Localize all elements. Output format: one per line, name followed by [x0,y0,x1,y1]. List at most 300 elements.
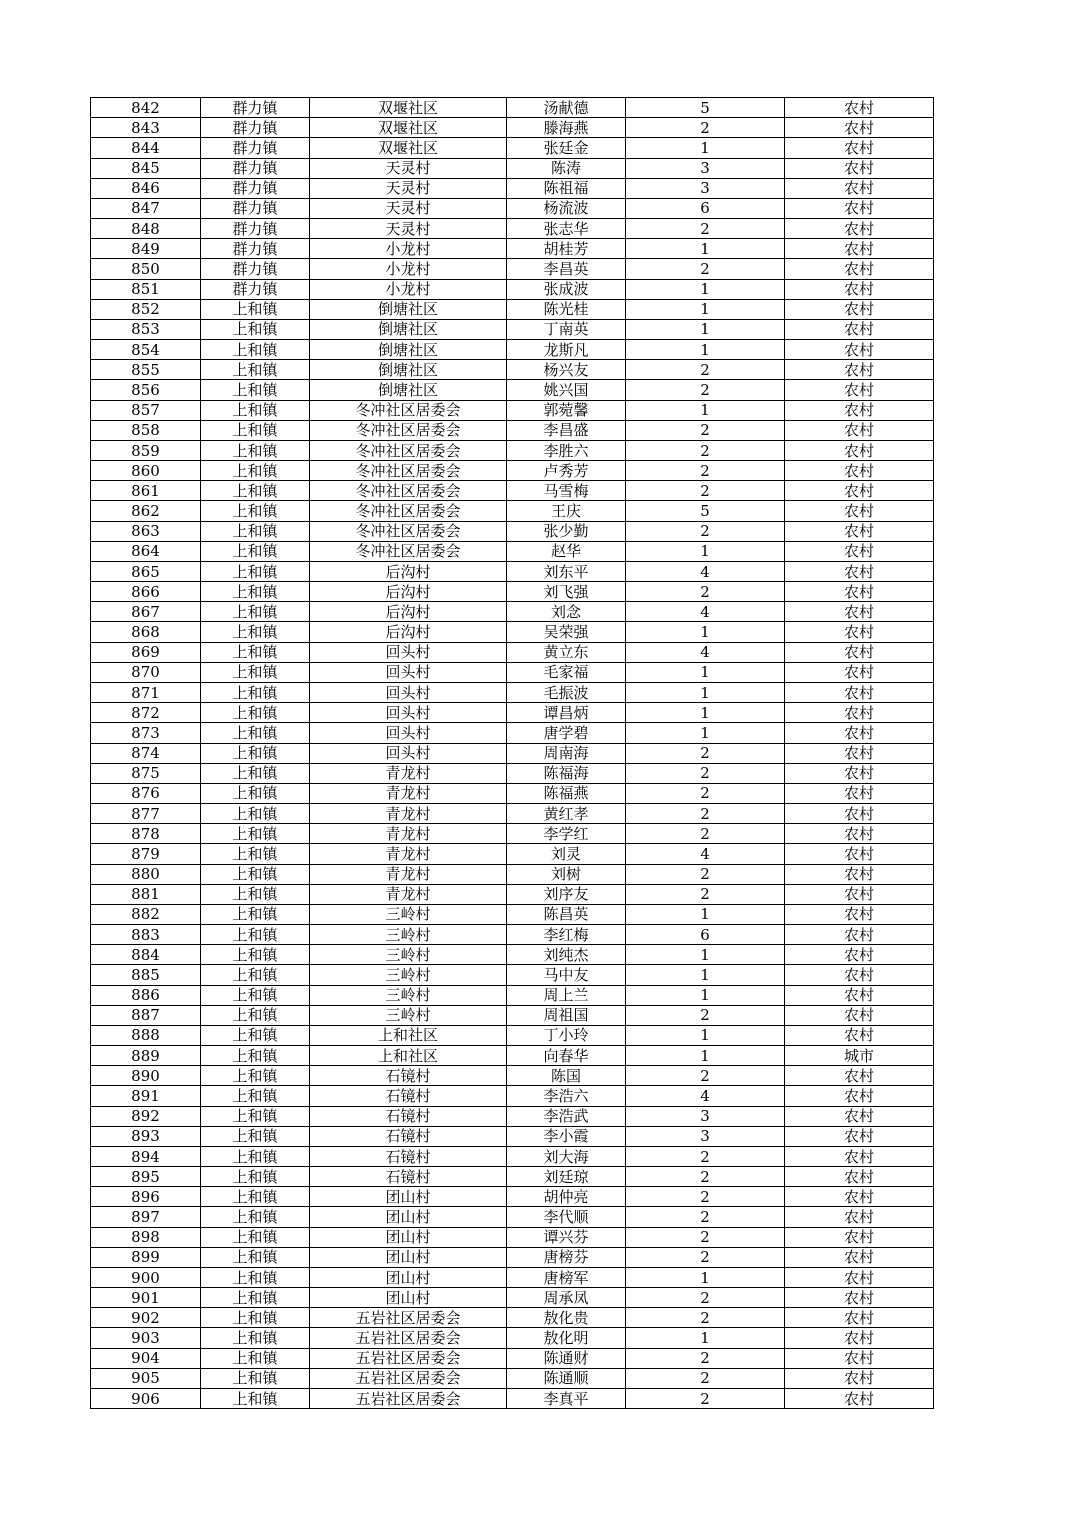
town-cell: 上和镇 [201,400,310,420]
household-size-cell: 2 [626,783,785,803]
community-cell: 五岩社区居委会 [310,1348,507,1368]
table-row [91,340,934,360]
area-type-cell: 农村 [785,400,934,420]
table-row [91,420,934,440]
household-size-cell: 2 [626,884,785,904]
name-cell: 周南海 [507,743,626,763]
name-cell: 王庆 [507,501,626,521]
area-type-cell: 农村 [785,602,934,622]
area-type-cell: 农村 [785,279,934,299]
name-cell: 周承凤 [507,1288,626,1308]
row-number-cell: 846 [91,178,201,198]
row-number-cell: 856 [91,380,201,400]
community-cell: 双堰社区 [310,138,507,158]
area-type-cell: 农村 [785,1328,934,1348]
household-size-cell: 2 [626,259,785,279]
area-type-cell: 农村 [785,561,934,581]
row-number-cell: 895 [91,1167,201,1187]
name-cell: 张廷金 [507,138,626,158]
area-type-cell: 农村 [785,743,934,763]
name-cell: 郭菀馨 [507,400,626,420]
town-cell: 群力镇 [201,259,310,279]
community-cell: 石镜村 [310,1167,507,1187]
household-size-cell: 1 [626,319,785,339]
row-number-cell: 887 [91,1005,201,1025]
table-row [91,501,934,521]
household-size-cell: 2 [626,1146,785,1166]
town-cell: 上和镇 [201,844,310,864]
household-size-cell: 2 [626,461,785,481]
name-cell: 周上兰 [507,985,626,1005]
name-cell: 唐榜军 [507,1267,626,1287]
household-size-cell: 1 [626,965,785,985]
table-row [91,541,934,561]
household-size-cell: 2 [626,380,785,400]
community-cell: 天灵村 [310,158,507,178]
table-row [91,1086,934,1106]
town-cell: 群力镇 [201,138,310,158]
name-cell: 李代顺 [507,1207,626,1227]
name-cell: 马中友 [507,965,626,985]
table-row [91,1126,934,1146]
name-cell: 陈国 [507,1066,626,1086]
row-number-cell: 852 [91,299,201,319]
row-number-cell: 862 [91,501,201,521]
row-number-cell: 897 [91,1207,201,1227]
household-size-cell: 1 [626,1025,785,1045]
row-number-cell: 847 [91,198,201,218]
household-size-cell: 2 [626,763,785,783]
town-cell: 上和镇 [201,1227,310,1247]
name-cell: 黄红孝 [507,804,626,824]
table-row [91,1066,934,1086]
area-type-cell: 农村 [785,541,934,561]
name-cell: 丁小玲 [507,1025,626,1045]
row-number-cell: 870 [91,662,201,682]
community-cell: 五岩社区居委会 [310,1389,507,1409]
name-cell: 唐学碧 [507,723,626,743]
town-cell: 群力镇 [201,219,310,239]
row-number-cell: 884 [91,945,201,965]
row-number-cell: 874 [91,743,201,763]
community-cell: 冬冲社区居委会 [310,400,507,420]
area-type-cell: 农村 [785,138,934,158]
row-number-cell: 903 [91,1328,201,1348]
name-cell: 刘东平 [507,561,626,581]
row-number-cell: 871 [91,682,201,702]
household-size-cell: 4 [626,1086,785,1106]
community-cell: 五岩社区居委会 [310,1308,507,1328]
row-number-cell: 851 [91,279,201,299]
name-cell: 敖化贵 [507,1308,626,1328]
community-cell: 回头村 [310,743,507,763]
town-cell: 上和镇 [201,1146,310,1166]
row-number-cell: 904 [91,1348,201,1368]
area-type-cell: 农村 [785,98,934,118]
area-type-cell: 农村 [785,904,934,924]
area-type-cell: 农村 [785,662,934,682]
area-type-cell: 农村 [785,723,934,743]
area-type-cell: 农村 [785,925,934,945]
household-size-cell: 2 [626,420,785,440]
name-cell: 刘念 [507,602,626,622]
household-size-cell: 2 [626,1308,785,1328]
community-cell: 小龙村 [310,239,507,259]
town-cell: 上和镇 [201,602,310,622]
row-number-cell: 905 [91,1368,201,1388]
name-cell: 毛振波 [507,682,626,702]
household-size-cell: 3 [626,178,785,198]
name-cell: 刘廷琼 [507,1167,626,1187]
area-type-cell: 农村 [785,1086,934,1106]
area-type-cell: 农村 [785,1207,934,1227]
table-row [91,219,934,239]
table-row [91,198,934,218]
name-cell: 敖化明 [507,1328,626,1348]
area-type-cell: 农村 [785,763,934,783]
name-cell: 李小霞 [507,1126,626,1146]
name-cell: 陈福海 [507,763,626,783]
row-number-cell: 858 [91,420,201,440]
household-size-cell: 2 [626,1227,785,1247]
community-cell: 三岭村 [310,945,507,965]
town-cell: 群力镇 [201,198,310,218]
name-cell: 马雪梅 [507,481,626,501]
household-size-cell: 4 [626,602,785,622]
table-row [91,723,934,743]
household-size-cell: 2 [626,1207,785,1227]
household-size-cell: 2 [626,521,785,541]
table-row [91,1187,934,1207]
row-number-cell: 865 [91,561,201,581]
table-row [91,178,934,198]
table-row [91,1328,934,1348]
community-cell: 小龙村 [310,259,507,279]
area-type-cell: 农村 [785,1066,934,1086]
community-cell: 石镜村 [310,1146,507,1166]
area-type-cell: 农村 [785,118,934,138]
table-row [91,440,934,460]
community-cell: 小龙村 [310,279,507,299]
table-row [91,319,934,339]
household-size-cell: 2 [626,481,785,501]
household-size-cell: 1 [626,1046,785,1066]
row-number-cell: 848 [91,219,201,239]
town-cell: 上和镇 [201,703,310,723]
household-size-cell: 1 [626,541,785,561]
table-row [91,1025,934,1045]
community-cell: 青龙村 [310,824,507,844]
community-cell: 青龙村 [310,884,507,904]
row-number-cell: 868 [91,622,201,642]
area-type-cell: 农村 [785,420,934,440]
town-cell: 上和镇 [201,783,310,803]
town-cell: 上和镇 [201,299,310,319]
household-size-cell: 4 [626,642,785,662]
household-size-cell: 2 [626,743,785,763]
household-size-cell: 5 [626,501,785,521]
row-number-cell: 896 [91,1187,201,1207]
town-cell: 上和镇 [201,541,310,561]
table-row [91,1348,934,1368]
area-type-cell: 农村 [785,1146,934,1166]
row-number-cell: 855 [91,360,201,380]
community-cell: 青龙村 [310,783,507,803]
name-cell: 李真平 [507,1389,626,1409]
town-cell: 群力镇 [201,158,310,178]
town-cell: 上和镇 [201,723,310,743]
household-size-cell: 1 [626,904,785,924]
area-type-cell: 农村 [785,1227,934,1247]
town-cell: 上和镇 [201,461,310,481]
area-type-cell: 农村 [785,198,934,218]
row-number-cell: 886 [91,985,201,1005]
table-row [91,98,934,118]
community-cell: 后沟村 [310,561,507,581]
community-cell: 青龙村 [310,844,507,864]
area-type-cell: 农村 [785,178,934,198]
town-cell: 上和镇 [201,804,310,824]
town-cell: 上和镇 [201,1086,310,1106]
row-number-cell: 898 [91,1227,201,1247]
row-number-cell: 902 [91,1308,201,1328]
town-cell: 上和镇 [201,360,310,380]
name-cell: 杨流波 [507,198,626,218]
area-type-cell: 农村 [785,340,934,360]
community-cell: 石镜村 [310,1106,507,1126]
area-type-cell: 农村 [785,259,934,279]
row-number-cell: 900 [91,1267,201,1287]
town-cell: 上和镇 [201,884,310,904]
community-cell: 冬冲社区居委会 [310,440,507,460]
town-cell: 上和镇 [201,864,310,884]
area-type-cell: 农村 [785,1267,934,1287]
community-cell: 倒塘社区 [310,299,507,319]
town-cell: 上和镇 [201,340,310,360]
town-cell: 上和镇 [201,582,310,602]
name-cell: 李红梅 [507,925,626,945]
name-cell: 卢秀芳 [507,461,626,481]
household-size-cell: 1 [626,662,785,682]
town-cell: 上和镇 [201,1267,310,1287]
row-number-cell: 888 [91,1025,201,1045]
community-cell: 团山村 [310,1187,507,1207]
row-number-cell: 880 [91,864,201,884]
table-row [91,682,934,702]
community-cell: 三岭村 [310,925,507,945]
row-number-cell: 873 [91,723,201,743]
name-cell: 李浩六 [507,1086,626,1106]
table-row [91,259,934,279]
data-table [90,97,934,1409]
town-cell: 群力镇 [201,98,310,118]
household-size-cell: 2 [626,1066,785,1086]
row-number-cell: 860 [91,461,201,481]
table-row [91,1046,934,1066]
town-cell: 上和镇 [201,945,310,965]
household-size-cell: 1 [626,400,785,420]
area-type-cell: 农村 [785,1126,934,1146]
table-row [91,743,934,763]
row-number-cell: 844 [91,138,201,158]
area-type-cell: 农村 [785,844,934,864]
row-number-cell: 893 [91,1126,201,1146]
household-size-cell: 1 [626,985,785,1005]
table-row [91,138,934,158]
town-cell: 群力镇 [201,178,310,198]
table-row [91,703,934,723]
name-cell: 谭兴芬 [507,1227,626,1247]
table-row [91,1308,934,1328]
area-type-cell: 农村 [785,864,934,884]
row-number-cell: 899 [91,1247,201,1267]
row-number-cell: 875 [91,763,201,783]
town-cell: 上和镇 [201,1066,310,1086]
name-cell: 刘灵 [507,844,626,864]
area-type-cell: 农村 [785,1368,934,1388]
household-size-cell: 2 [626,824,785,844]
household-size-cell: 6 [626,198,785,218]
town-cell: 上和镇 [201,319,310,339]
town-cell: 上和镇 [201,1025,310,1045]
town-cell: 上和镇 [201,965,310,985]
community-cell: 五岩社区居委会 [310,1368,507,1388]
name-cell: 谭昌炳 [507,703,626,723]
community-cell: 三岭村 [310,985,507,1005]
town-cell: 上和镇 [201,1005,310,1025]
community-cell: 团山村 [310,1247,507,1267]
town-cell: 上和镇 [201,743,310,763]
household-size-cell: 4 [626,561,785,581]
name-cell: 李学红 [507,824,626,844]
name-cell: 陈涛 [507,158,626,178]
household-size-cell: 1 [626,279,785,299]
community-cell: 天灵村 [310,219,507,239]
table-row [91,461,934,481]
area-type-cell: 农村 [785,824,934,844]
town-cell: 上和镇 [201,1368,310,1388]
area-type-cell: 农村 [785,219,934,239]
table-row [91,662,934,682]
household-size-cell: 2 [626,1005,785,1025]
name-cell: 陈昌英 [507,904,626,924]
row-number-cell: 867 [91,602,201,622]
town-cell: 上和镇 [201,1167,310,1187]
table-row [91,521,934,541]
area-type-cell: 农村 [785,1025,934,1045]
row-number-cell: 845 [91,158,201,178]
area-type-cell: 农村 [785,501,934,521]
name-cell: 刘序友 [507,884,626,904]
area-type-cell: 农村 [785,1005,934,1025]
name-cell: 张志华 [507,219,626,239]
household-size-cell: 1 [626,945,785,965]
area-type-cell: 农村 [785,1187,934,1207]
area-type-cell: 农村 [785,682,934,702]
name-cell: 李浩武 [507,1106,626,1126]
table-row [91,1368,934,1388]
town-cell: 上和镇 [201,1106,310,1126]
community-cell: 青龙村 [310,804,507,824]
community-cell: 三岭村 [310,904,507,924]
table-row [91,1389,934,1409]
town-cell: 上和镇 [201,1288,310,1308]
community-cell: 石镜村 [310,1126,507,1146]
name-cell: 陈祖福 [507,178,626,198]
area-type-cell: 农村 [785,945,934,965]
town-cell: 上和镇 [201,985,310,1005]
community-cell: 青龙村 [310,763,507,783]
area-type-cell: 农村 [785,1106,934,1126]
row-number-cell: 876 [91,783,201,803]
area-type-cell: 农村 [785,642,934,662]
household-size-cell: 2 [626,582,785,602]
household-size-cell: 1 [626,723,785,743]
name-cell: 唐榜芬 [507,1247,626,1267]
household-size-cell: 2 [626,440,785,460]
area-type-cell: 农村 [785,521,934,541]
household-size-cell: 3 [626,1126,785,1146]
town-cell: 上和镇 [201,763,310,783]
row-number-cell: 850 [91,259,201,279]
area-type-cell: 农村 [785,158,934,178]
area-type-cell: 农村 [785,884,934,904]
community-cell: 冬冲社区居委会 [310,501,507,521]
town-cell: 上和镇 [201,1126,310,1146]
table-row [91,1146,934,1166]
name-cell: 姚兴国 [507,380,626,400]
town-cell: 群力镇 [201,118,310,138]
area-type-cell: 农村 [785,1389,934,1409]
row-number-cell: 857 [91,400,201,420]
row-number-cell: 891 [91,1086,201,1106]
name-cell: 毛家福 [507,662,626,682]
town-cell: 上和镇 [201,481,310,501]
name-cell: 刘纯杰 [507,945,626,965]
town-cell: 上和镇 [201,561,310,581]
town-cell: 上和镇 [201,642,310,662]
household-size-cell: 1 [626,340,785,360]
community-cell: 冬冲社区居委会 [310,521,507,541]
community-cell: 后沟村 [310,582,507,602]
household-size-cell: 2 [626,219,785,239]
row-number-cell: 883 [91,925,201,945]
name-cell: 陈通财 [507,1348,626,1368]
household-size-cell: 1 [626,299,785,319]
row-number-cell: 861 [91,481,201,501]
area-type-cell: 农村 [785,622,934,642]
row-number-cell: 878 [91,824,201,844]
row-number-cell: 853 [91,319,201,339]
name-cell: 李昌盛 [507,420,626,440]
area-type-cell: 农村 [785,1348,934,1368]
area-type-cell: 农村 [785,1288,934,1308]
name-cell: 陈福燕 [507,783,626,803]
name-cell: 赵华 [507,541,626,561]
area-type-cell: 农村 [785,319,934,339]
community-cell: 冬冲社区居委会 [310,420,507,440]
name-cell: 汤献德 [507,98,626,118]
row-number-cell: 892 [91,1106,201,1126]
table-row [91,380,934,400]
name-cell: 陈光桂 [507,299,626,319]
table-row [91,481,934,501]
row-number-cell: 842 [91,98,201,118]
town-cell: 群力镇 [201,279,310,299]
table-row [91,239,934,259]
area-type-cell: 农村 [785,985,934,1005]
name-cell: 丁南英 [507,319,626,339]
